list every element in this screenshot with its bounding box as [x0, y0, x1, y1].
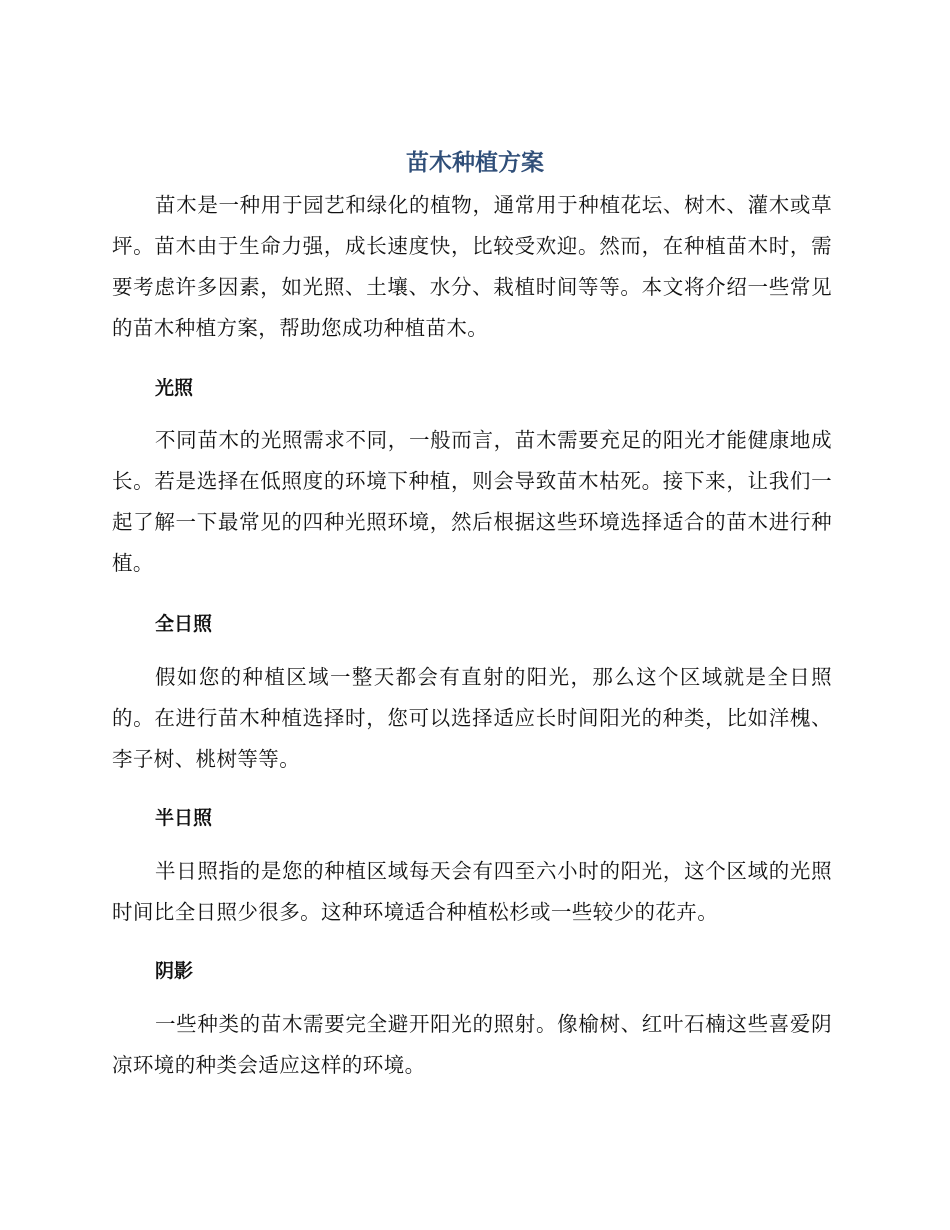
section-heading-full-sun: 全日照 [155, 613, 213, 635]
section-heading-partial-sun: 半日照 [155, 807, 213, 829]
document-title: 苗木种植方案 [406, 150, 544, 176]
section-heading-shade: 阴影 [155, 960, 194, 982]
section-paragraph-shade: 一些种类的苗木需要完全避开阳光的照射。像榆树、红叶石楠这些喜爱阴凉环境的种类会适应这样的环境。 [112, 1012, 832, 1077]
section-paragraph-partial-sun: 半日照指的是您的种植区域每天会有四至六小时的阳光，这个区域的光照时间比全日照少很多。这种环境适合种植松杉或一些较少的花卉。 [112, 859, 832, 924]
section-paragraph-light: 不同苗木的光照需求不同，一般而言，苗木需要充足的阳光才能健康地成长。若是选择在低照度的环境下种植，则会导致苗木枯死。接下来，让我们一起了解一下最常见的四种光照环境，然后根据这些环境选择适合的苗木进行种植。 [112, 428, 832, 575]
intro-paragraph: 苗木是一种用于园艺和绿化的植物，通常用于种植花坛、树木、灌木或草坪。苗木由于生命力强，成长速度快，比较受欢迎。然而，在种植苗木时，需要考虑许多因素，如光照、土壤、水分、栽植时间等等。本文将介绍一些常见的苗木种植方案，帮助您成功种植苗木。 [112, 193, 832, 340]
section-heading-light: 光照 [155, 377, 194, 399]
section-paragraph-full-sun: 假如您的种植区域一整天都会有直射的阳光，那么这个区域就是全日照的。在进行苗木种植选择时，您可以选择适应长时间阳光的种类，比如洋槐、李子树、桃树等等。 [112, 665, 832, 771]
